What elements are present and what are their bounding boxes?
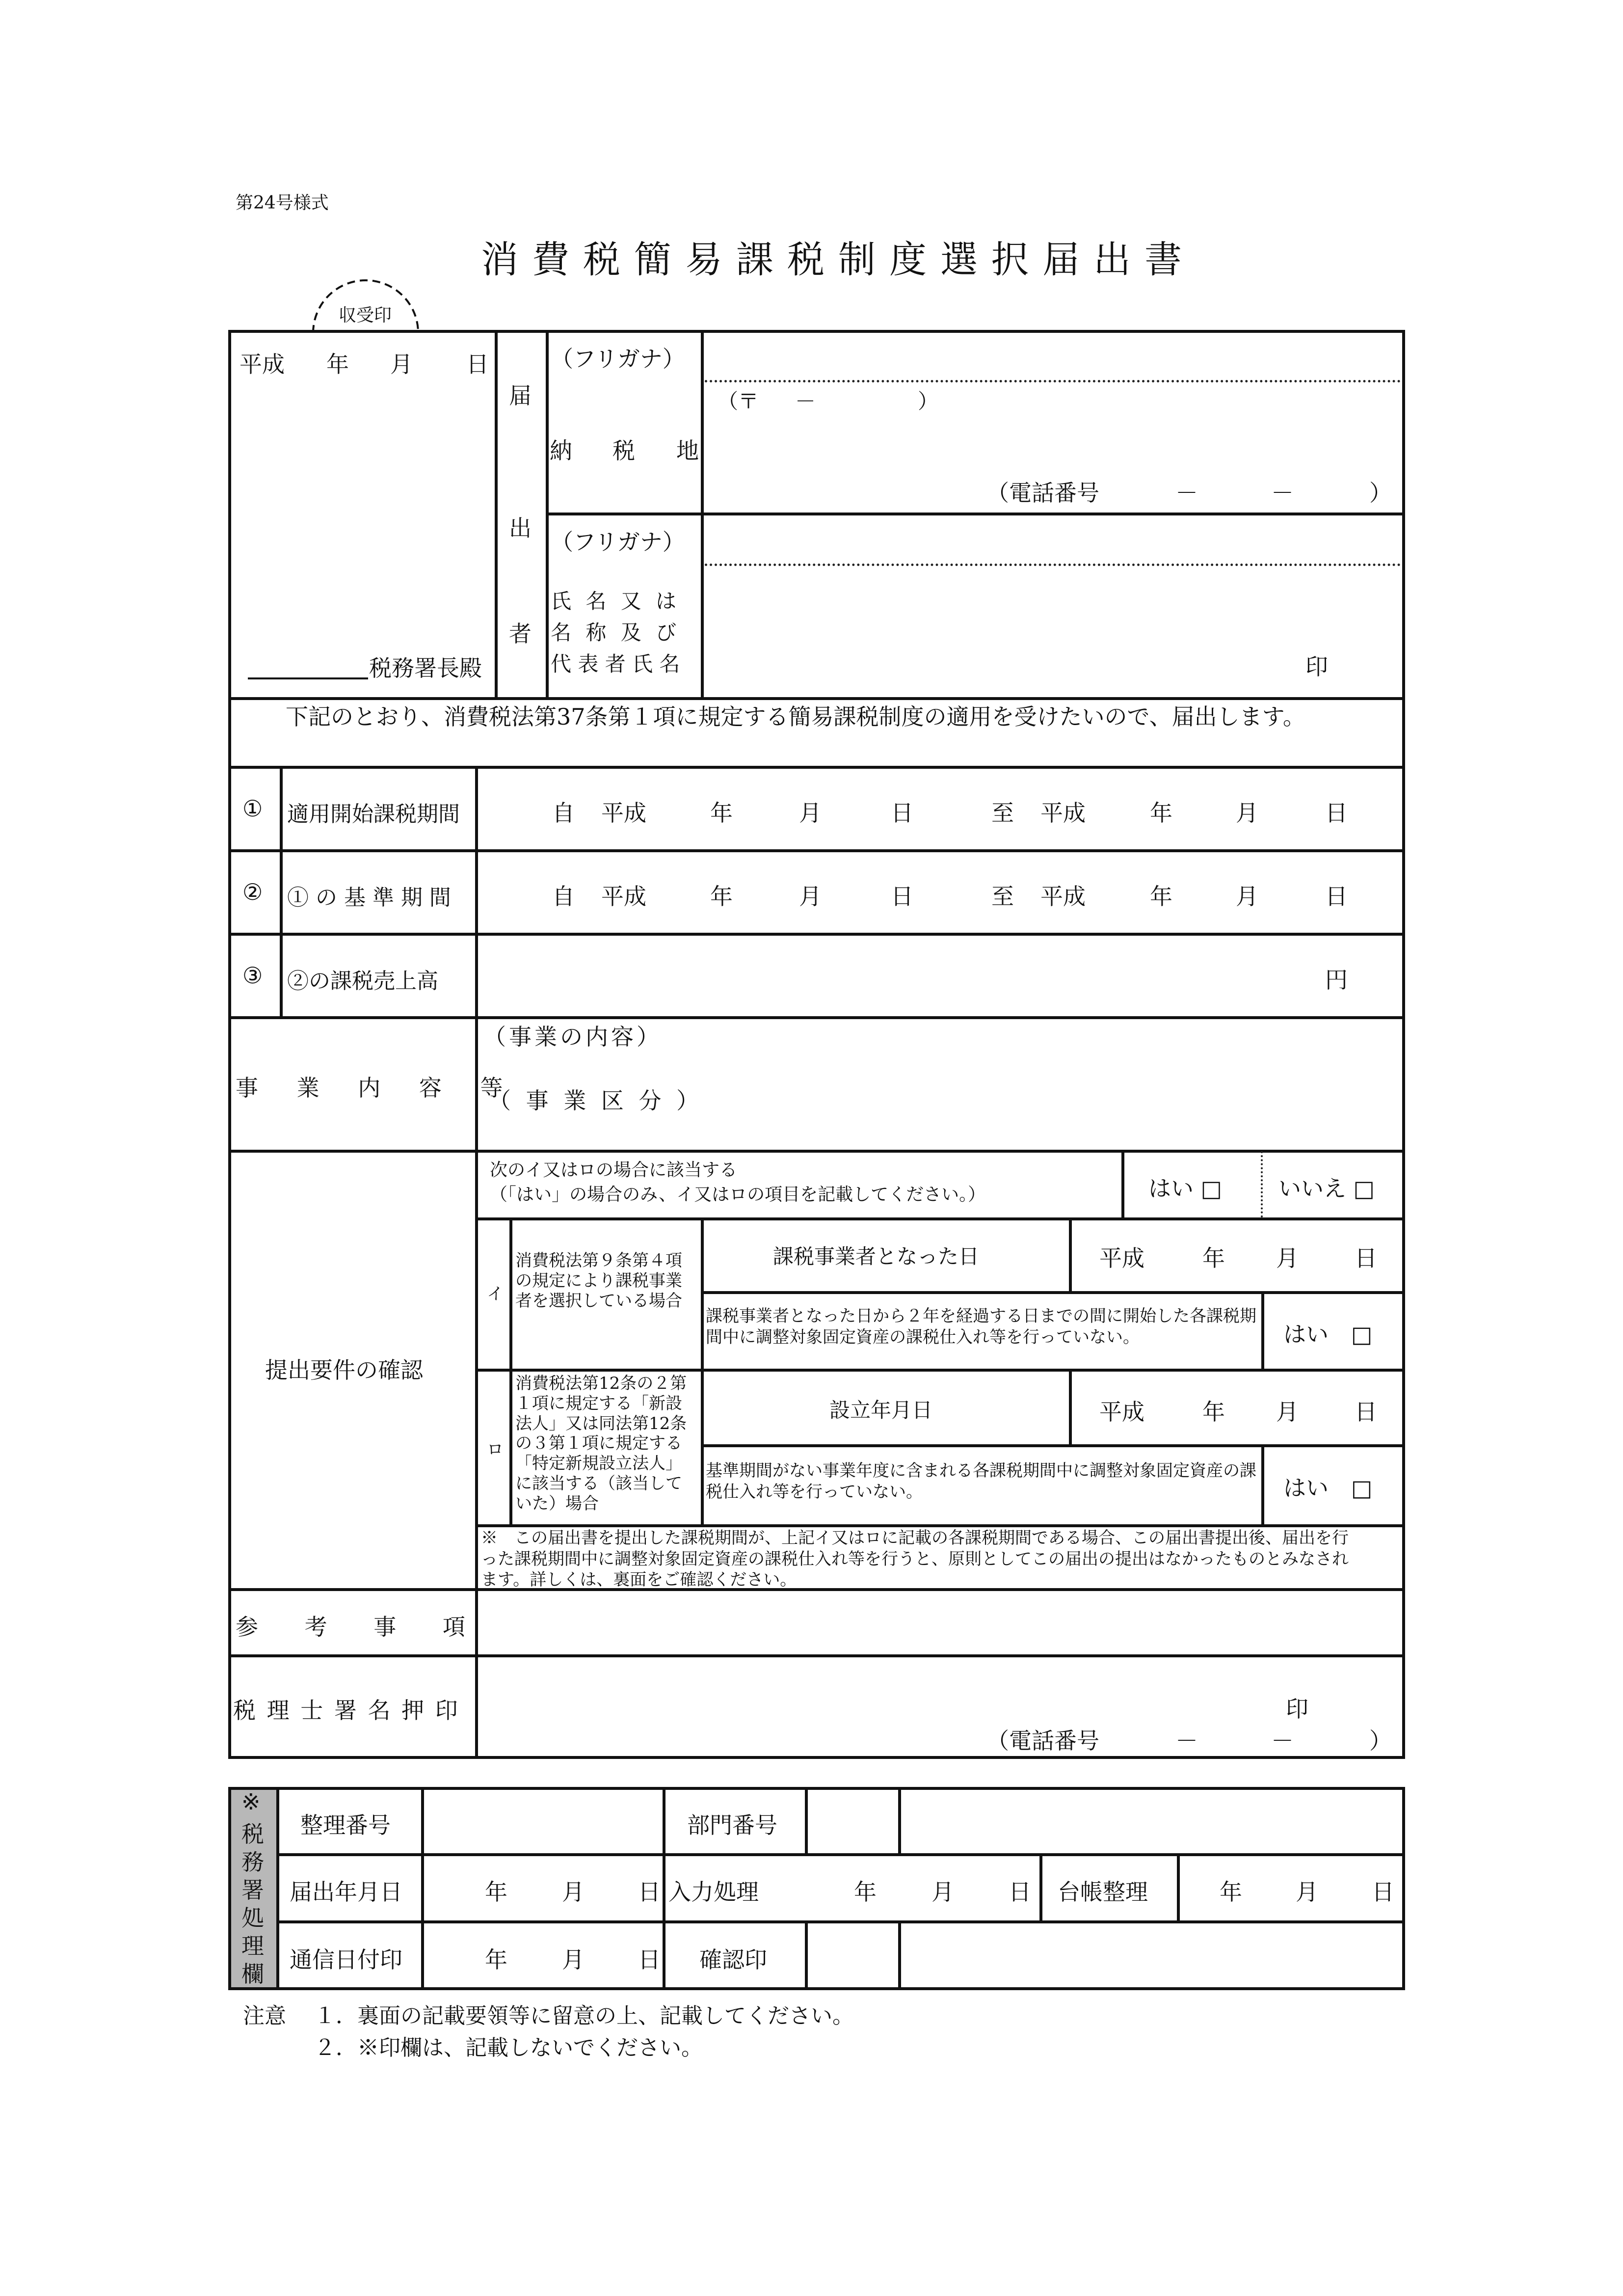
row1-num: ① [242, 795, 263, 822]
comm-stamp-label: 通信日付印 [290, 1946, 402, 1973]
row3-unit: 円 [1325, 967, 1348, 993]
office-vertical-5: 処 [241, 1905, 264, 1931]
req-no[interactable]: いいえ □ [1278, 1175, 1375, 1202]
req-question-2: （「はい」の場合のみ、イ又はロの項目を記載してください。） [490, 1185, 986, 1205]
ro-date-era: 平成 [1099, 1399, 1144, 1425]
office-vertical-3: 務 [241, 1849, 264, 1875]
checkbox-icon[interactable]: □ [1353, 1175, 1375, 1202]
p2-era: 平成 [601, 883, 646, 910]
ro-mark: ロ [487, 1440, 504, 1459]
ta-phone-close: ） [1369, 1728, 1392, 1754]
p1-era2: 平成 [1040, 800, 1086, 826]
comm-m: 月 [562, 1946, 585, 1973]
ro-date-y: 年 [1202, 1399, 1225, 1425]
ro-yes[interactable]: はい □ [1283, 1475, 1373, 1501]
address-label-2: 税 [612, 437, 635, 464]
ro-date-label: 設立年月日 [829, 1398, 933, 1422]
row1-label: 適用開始課税期間 [287, 802, 460, 827]
business-content-label: （事業の内容） [483, 1024, 662, 1050]
note-1: １．裏面の記載要領等に留意の上、記載してください。 [314, 2003, 854, 2028]
requirements-note: ※ この届出書を提出した課税期間が、上記イ又はロに記載の各課税期間である場合、この届出書提出後、届出を行った課税期間中に調整対象固定資産の課税仕入れ等を行うと、原則としてこの届出の提出はなかったものとみなされます。詳しくは、裏面をご確認ください。 [481, 1528, 1349, 1590]
confirm-label: 確認印 [699, 1946, 767, 1973]
p2-y: 年 [710, 883, 733, 910]
address-label-1: 納 [550, 437, 572, 464]
ref-no-label: 整理番号 [300, 1812, 391, 1838]
postal-close: ） [918, 389, 939, 413]
addressee: 税務署長殿 [369, 655, 482, 681]
filing-date-era: 平成 [239, 351, 285, 378]
input-y: 年 [854, 1879, 877, 1905]
i-date-label: 課税事業者となった日 [773, 1244, 980, 1269]
i-date-era: 平成 [1099, 1245, 1144, 1271]
p1-y: 年 [710, 800, 733, 826]
ledger-y: 年 [1220, 1879, 1242, 1905]
office-vertical-6: 理 [241, 1933, 264, 1959]
filing-date-year: 年 [326, 351, 349, 378]
ta-phone-dash-1: － [1175, 1728, 1198, 1754]
note-2: ２．※印欄は、記載しないでください。 [314, 2035, 703, 2060]
filed-y: 年 [485, 1879, 507, 1905]
office-vertical-1: ※ [241, 1788, 261, 1815]
tax-accountant-label: 税 理 士 署 名 押 印 [233, 1697, 460, 1724]
row3-num: ③ [242, 962, 263, 989]
p2-d2: 日 [1325, 883, 1348, 910]
row3-label: ②の課税売上高 [287, 969, 438, 994]
tax-accountant-seal: 印 [1286, 1696, 1308, 1722]
name-label-line-2: 名 称 及 び [551, 621, 681, 645]
ta-phone-label: （電話番号 [986, 1728, 1099, 1754]
office-vertical-2: 税 [241, 1821, 264, 1847]
p1-m2: 月 [1236, 800, 1258, 826]
filer-seal: 印 [1305, 653, 1328, 680]
p2-y2: 年 [1150, 883, 1172, 910]
checkbox-icon[interactable]: □ [1200, 1175, 1223, 1202]
business-category-label: （ 事 業 区 分 ） [488, 1087, 703, 1114]
p2-m: 月 [799, 883, 822, 910]
business-label: 事 業 内 容 等 [236, 1075, 519, 1101]
address-label-3: 地 [676, 437, 699, 464]
phone-dash-1: － [1175, 480, 1198, 506]
name-label-line-1: 氏 名 又 は [551, 589, 681, 613]
ro-text: 消費税法第12条の２第１項に規定する「新設法人」又は同法第12条の３第１項に規定する「特定新規設立法人」に該当する（該当していた）場合 [515, 1374, 687, 1513]
input-m: 月 [931, 1879, 954, 1905]
postal-dash: － [795, 389, 816, 413]
requirements-label: 提出要件の確認 [265, 1357, 423, 1383]
p2-era2: 平成 [1040, 883, 1086, 910]
filing-date-month: 月 [390, 351, 413, 378]
notes-head: 注意 [243, 2003, 286, 2028]
input-d: 日 [1009, 1879, 1031, 1905]
p1-from: 自 [552, 800, 575, 826]
filed-d: 日 [638, 1879, 661, 1905]
phone-close: ） [1369, 480, 1392, 506]
furigana-label: （フリガナ） [551, 346, 685, 372]
filed-date-label: 届出年月日 [290, 1879, 402, 1905]
i-date-d: 日 [1355, 1245, 1377, 1271]
i-date-y: 年 [1202, 1245, 1225, 1271]
checkbox-icon[interactable]: □ [1351, 1475, 1373, 1501]
comm-d: 日 [638, 1946, 661, 1973]
filer-vertical-2: 出 [509, 515, 532, 541]
p1-d2: 日 [1325, 800, 1348, 826]
p1-m: 月 [799, 800, 822, 826]
p2-to: 至 [991, 883, 1014, 910]
reference-label: 参 考 事 項 [236, 1614, 485, 1640]
filing-date-day: 日 [466, 351, 489, 378]
ro-date-m: 月 [1276, 1399, 1299, 1425]
filer-vertical-1: 届 [509, 382, 532, 409]
p1-d: 日 [891, 800, 913, 826]
i-yes[interactable]: はい □ [1283, 1321, 1373, 1348]
furigana-label-2: （フリガナ） [551, 529, 685, 555]
office-vertical-4: 署 [241, 1877, 264, 1903]
receipt-stamp-label: 収受印 [339, 305, 392, 325]
comm-y: 年 [485, 1946, 507, 1973]
postal-open: （〒 [718, 389, 759, 413]
filed-m: 月 [562, 1879, 585, 1905]
i-date-m: 月 [1276, 1245, 1299, 1271]
filer-vertical-3: 者 [509, 621, 532, 647]
row2-label: ① の 基 準 期 間 [287, 885, 451, 910]
phone-label: （電話番号 [986, 480, 1099, 506]
p2-d: 日 [891, 883, 913, 910]
page-title: 消費税簡易課税制度選択届出書 [481, 238, 1196, 281]
p1-to: 至 [991, 800, 1014, 826]
form-number: 第24号様式 [236, 193, 329, 213]
input-label: 入力処理 [668, 1879, 759, 1905]
ta-phone-dash-2: － [1271, 1728, 1294, 1754]
intro-text: 下記のとおり、消費税法第37条第１項に規定する簡易課税制度の適用を受けたいので、届出します。 [286, 703, 1305, 730]
ledger-label: 台帳整理 [1058, 1879, 1148, 1905]
p2-from: 自 [552, 883, 575, 910]
ledger-m: 月 [1296, 1879, 1318, 1905]
req-question-1: 次のイ又はロの場合に該当する [490, 1160, 738, 1180]
phone-dash-2: － [1271, 480, 1294, 506]
p2-m2: 月 [1236, 883, 1258, 910]
dept-no-label: 部門番号 [687, 1812, 777, 1838]
req-yes[interactable]: はい □ [1148, 1175, 1223, 1202]
p1-era: 平成 [601, 800, 646, 826]
office-vertical-7: 欄 [241, 1961, 264, 1987]
p1-y2: 年 [1150, 800, 1172, 826]
ro-date-d: 日 [1355, 1399, 1377, 1425]
i-condition: 課税事業者となった日から２年を経過する日までの間に開始した各課税期間中に調整対象固定資産の課税仕入れ等を行っていない。 [706, 1306, 1256, 1347]
ledger-d: 日 [1372, 1879, 1394, 1905]
checkbox-icon[interactable]: □ [1351, 1321, 1373, 1348]
ro-condition: 基準期間がない事業年度に含まれる各課税期間中に調整対象固定資産の課税仕入れ等を行っていない。 [706, 1461, 1256, 1502]
name-label-line-3: 代 表 者 氏 名 [551, 652, 680, 676]
i-mark: イ [487, 1284, 504, 1304]
row2-num: ② [242, 879, 263, 905]
i-text: 消費税法第９条第４項の規定により課税事業者を選択している場合 [515, 1251, 682, 1311]
